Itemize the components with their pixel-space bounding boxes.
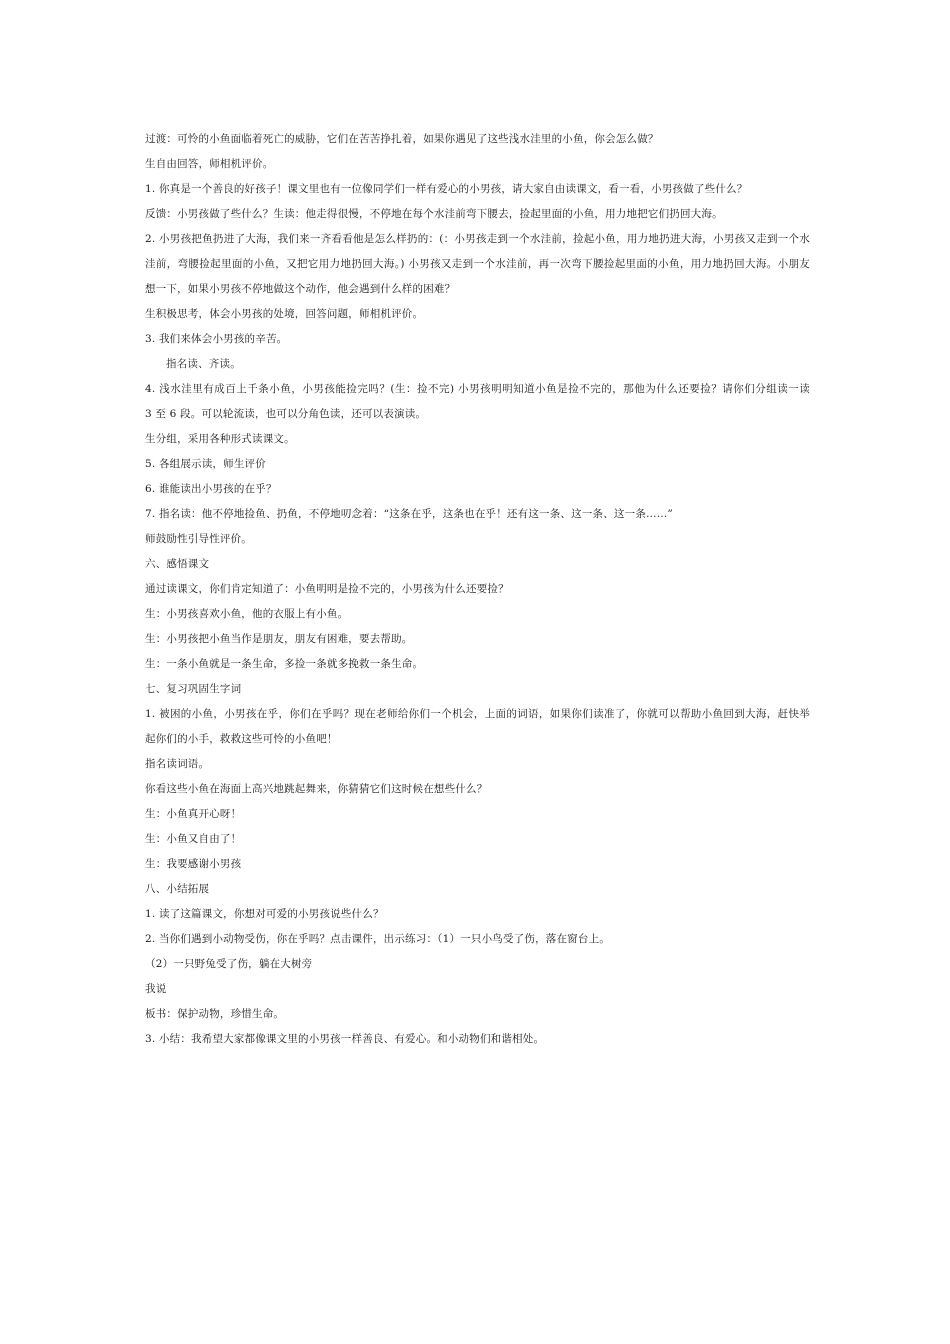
text-line: （2）一只野兔受了伤，躺在大树旁: [145, 958, 313, 970]
text-line: 1. 被困的小鱼，小男孩在乎，你们在乎吗？现在老师给你们一个机会，上面的词语，如果你们读准了，你就可以帮助小鱼回到大海，赶快举: [145, 708, 810, 720]
text-line: 生：小男孩把小鱼当作是朋友，朋友有困难，要去帮助。: [145, 633, 413, 645]
text-line: 生：小鱼又自由了！: [145, 833, 242, 845]
text-line: 生：小男孩喜欢小鱼，他的衣服上有小鱼。: [145, 608, 349, 620]
text-line: 想一下，如果小男孩不停地做这个动作，他会遇到什么样的困难？: [145, 283, 456, 295]
text-line: 4. 浅水洼里有成百上千条小鱼，小男孩能捡完吗？(生：捡不完) 小男孩明明知道小鱼是捡不完的，那他为什么还要捡？请你们分组读一读: [145, 383, 810, 395]
text-line: 6. 谁能读出小男孩的在乎？: [145, 483, 277, 495]
text-line: 七、复习巩固生字词: [145, 683, 242, 695]
text-line: 3. 小结：我希望大家都像课文里的小男孩一样善良、有爱心。和小动物们和谐相处。: [145, 1033, 545, 1045]
text-line: 你看这些小鱼在海面上高兴地跳起舞来，你猜猜它们这时候在想些什么？: [145, 783, 488, 795]
text-line: 生：一条小鱼就是一条生命，多捡一条就多挽救一条生命。: [145, 658, 424, 670]
text-line: 生积极思考，体会小男孩的处境，回答问题，师相机评价。: [145, 308, 424, 320]
text-line: 生：我要感谢小男孩: [145, 858, 242, 870]
text-line: 起你们的小手，救救这些可怜的小鱼吧！: [145, 733, 338, 745]
text-line: 师鼓励性引导性评价。: [145, 533, 252, 545]
text-line: 2. 当你们遇到小动物受伤，你在乎吗？点击课件，出示练习：（1）一只小鸟受了伤，落在窗台上。: [145, 933, 610, 945]
text-line: 过渡：可怜的小鱼面临着死亡的威胁，它们在苦苦挣扎着，如果你遇见了这些浅水洼里的小鱼，你会怎么做？: [145, 133, 659, 145]
text-line: 指名读、齐读。: [166, 358, 241, 370]
text-line: 2. 小男孩把鱼扔进了大海，我们来一齐看看他是怎么样扔的：(：小男孩走到一个水洼前，捡起小鱼，用力地扔进大海，小男孩又走到一个水: [145, 233, 810, 245]
text-line: 洼前，弯腰捡起里面的小鱼，又把它用力地扔回大海。) 小男孩又走到一个水洼前，再一次弯下腰捡起里面的小鱼，用力地扔回大海。小朋友: [145, 258, 810, 270]
text-line: 板书：保护动物，珍惜生命。: [145, 1008, 285, 1020]
text-line: 反馈：小男孩做了些什么？生读：他走得很慢，不停地在每个水洼前弯下腰去，捡起里面的小鱼，用力地把它们扔回大海。: [145, 208, 723, 220]
document-body: [145, 127, 810, 1052]
text-line: 我说: [145, 983, 167, 995]
text-line: 5. 各组展示读，师生评价: [145, 458, 266, 470]
text-line: 生分组，采用各种形式读课文。: [145, 433, 295, 445]
text-line: 通过读课文，你们肯定知道了：小鱼明明是捡不完的，小男孩为什么还要捡？: [145, 583, 509, 595]
text-line: 八、小结拓展: [145, 883, 210, 895]
text-line: 六、感悟课文: [145, 558, 210, 570]
text-line: 1. 读了这篇课文，你想对可爱的小男孩说些什么？: [145, 908, 384, 920]
text-line: 3. 我们来体会小男孩的辛苦。: [145, 333, 288, 345]
text-line: 生自由回答，师相机评价。: [145, 158, 274, 170]
text-line: 3 至 6 段。可以轮流读，也可以分角色读，还可以表演读。: [145, 408, 427, 420]
text-line: 7. 指名读：他不停地捡鱼、扔鱼，不停地叨念着：“这条在乎，这条也在乎！还有这一条、这一条、这一条……”: [145, 508, 673, 520]
text-line: 1. 你真是一个善良的好孩子！课文里也有一位像同学们一样有爱心的小男孩，请大家自由读课文，看一看，小男孩做了些什么？: [145, 183, 748, 195]
text-line: 生：小鱼真开心呀！: [145, 808, 242, 820]
text-line: 指名读词语。: [145, 758, 210, 770]
